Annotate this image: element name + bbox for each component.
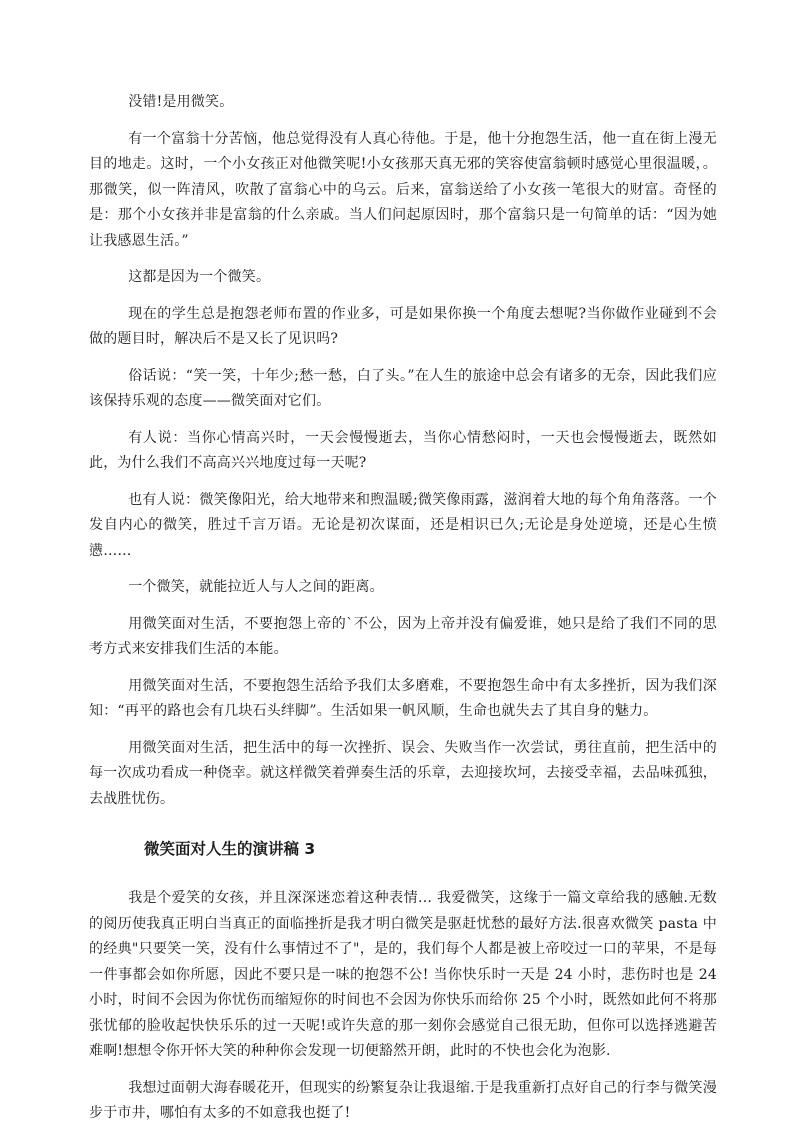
paragraph: 用微笑面对生活，把生活中的每一次挫折、误会、失败当作一次尝试，勇往直前，把生活中的每一次成功看成一种侥幸。就这样微笑着弹奏生活的乐章，去迎接坎坷，去接受幸福，去品味孤独，去战胜忧伤。 (89, 739, 717, 807)
paragraph: 我想过面朝大海春暖花开，但现实的纷繁复杂让我退缩.于是我重新打点好自己的行李与微笑漫步于市井，哪怕有太多的不如意我也挺了! (89, 1079, 717, 1121)
paragraph: 没错!是用微笑。 (128, 94, 234, 110)
paragraph: 用微笑面对生活，不要抱怨上帝的`不公，因为上帝并没有偏爱谁，她只是给了我们不同的思考方式来安排我们生活的本能。 (89, 615, 717, 657)
paragraph: 这都是因为一个微笑。 (128, 269, 271, 285)
paragraph: 用微笑面对生活，不要抱怨生活给予我们太多磨难，不要抱怨生命中有太多挫折，因为我们深知：“再平的路也会有几块石头绊脚”。生活如果一帆风顺，生命也就失去了其自身的魅力。 (89, 677, 717, 719)
paragraph: 俗话说：“笑一笑，十年少;愁一愁，白了头。”在人生的旅途中总会有诸多的无奈，因此我们应该保持乐观的态度——微笑面对它们。 (89, 367, 717, 409)
section-heading: 微笑面对人生的演讲稿 3 (144, 840, 316, 858)
paragraph: 我是个爱笑的女孩，并且深深迷恋着这种表情... 我爱微笑，这缘于一篇文章给我的感触.无数的阅历使我真正明白当真正的面临挫折是我才明白微笑是驱赶忧愁的最好方法.很喜欢微笑 pasta 中的经典"只要笑一笑，没有什么事情过不了"，是的，我们每个人都是被上帝咬过一口的苹果，不是每一件事都会如你所愿，因此不要只是一味的抱怨不公! 当你快乐时一天是 24 小时，悲伤时也是 24 小时，时间不会因为你忧伤而缩短你的时间也不会因为你快乐而给你 25 个小时，既然如此何不将那张忧郁的脸收起快快乐乐的过一天呢!或许失意的那一刻你会感觉自己很无助，但你可以选择逃避苦难啊!想想令你开怀大笑的种种你会发现一切便豁然开朗，此时的不快也会化为泡影. (89, 890, 717, 1059)
document-page (89, 90, 717, 1127)
paragraph: 也有人说：微笑像阳光，给大地带来和煦温暖;微笑像雨露，滋润着大地的每个角角落落。一个发自内心的微笑，胜过千言万语。无论是初次谋面，还是相识已久;无论是身处逆境，还是心生愤懑…… (89, 491, 717, 559)
paragraph: 有一个富翁十分苦恼，他总觉得没有人真心待他。于是，他十分抱怨生活，他一直在街上漫无目的地走。这时，一个小女孩正对他微笑呢!小女孩那天真无邪的笑容使富翁顿时感觉心里很温暖，。那微笑，似一阵清风，吹散了富翁心中的乌云。后来，富翁送给了小女孩一笔很大的财富。奇怪的是：那个小女孩并非是富翁的什么亲戚。当人们问起原因时，那个富翁只是一句简单的话：“因为她让我感恩生活。” (89, 130, 717, 249)
paragraph: 有人说：当你心情高兴时，一天会慢慢逝去，当你心情愁闷时，一天也会慢慢逝去，既然如此，为什么我们不高高兴兴地度过每一天呢? (89, 429, 717, 471)
paragraph: 一个微笑，就能拉近人与人之间的距离。 (128, 579, 384, 595)
paragraph: 现在的学生总是抱怨老师布置的作业多，可是如果你换一个角度去想呢?当你做作业碰到不会做的题目时，解决后不是又长了见识吗? (89, 305, 717, 347)
